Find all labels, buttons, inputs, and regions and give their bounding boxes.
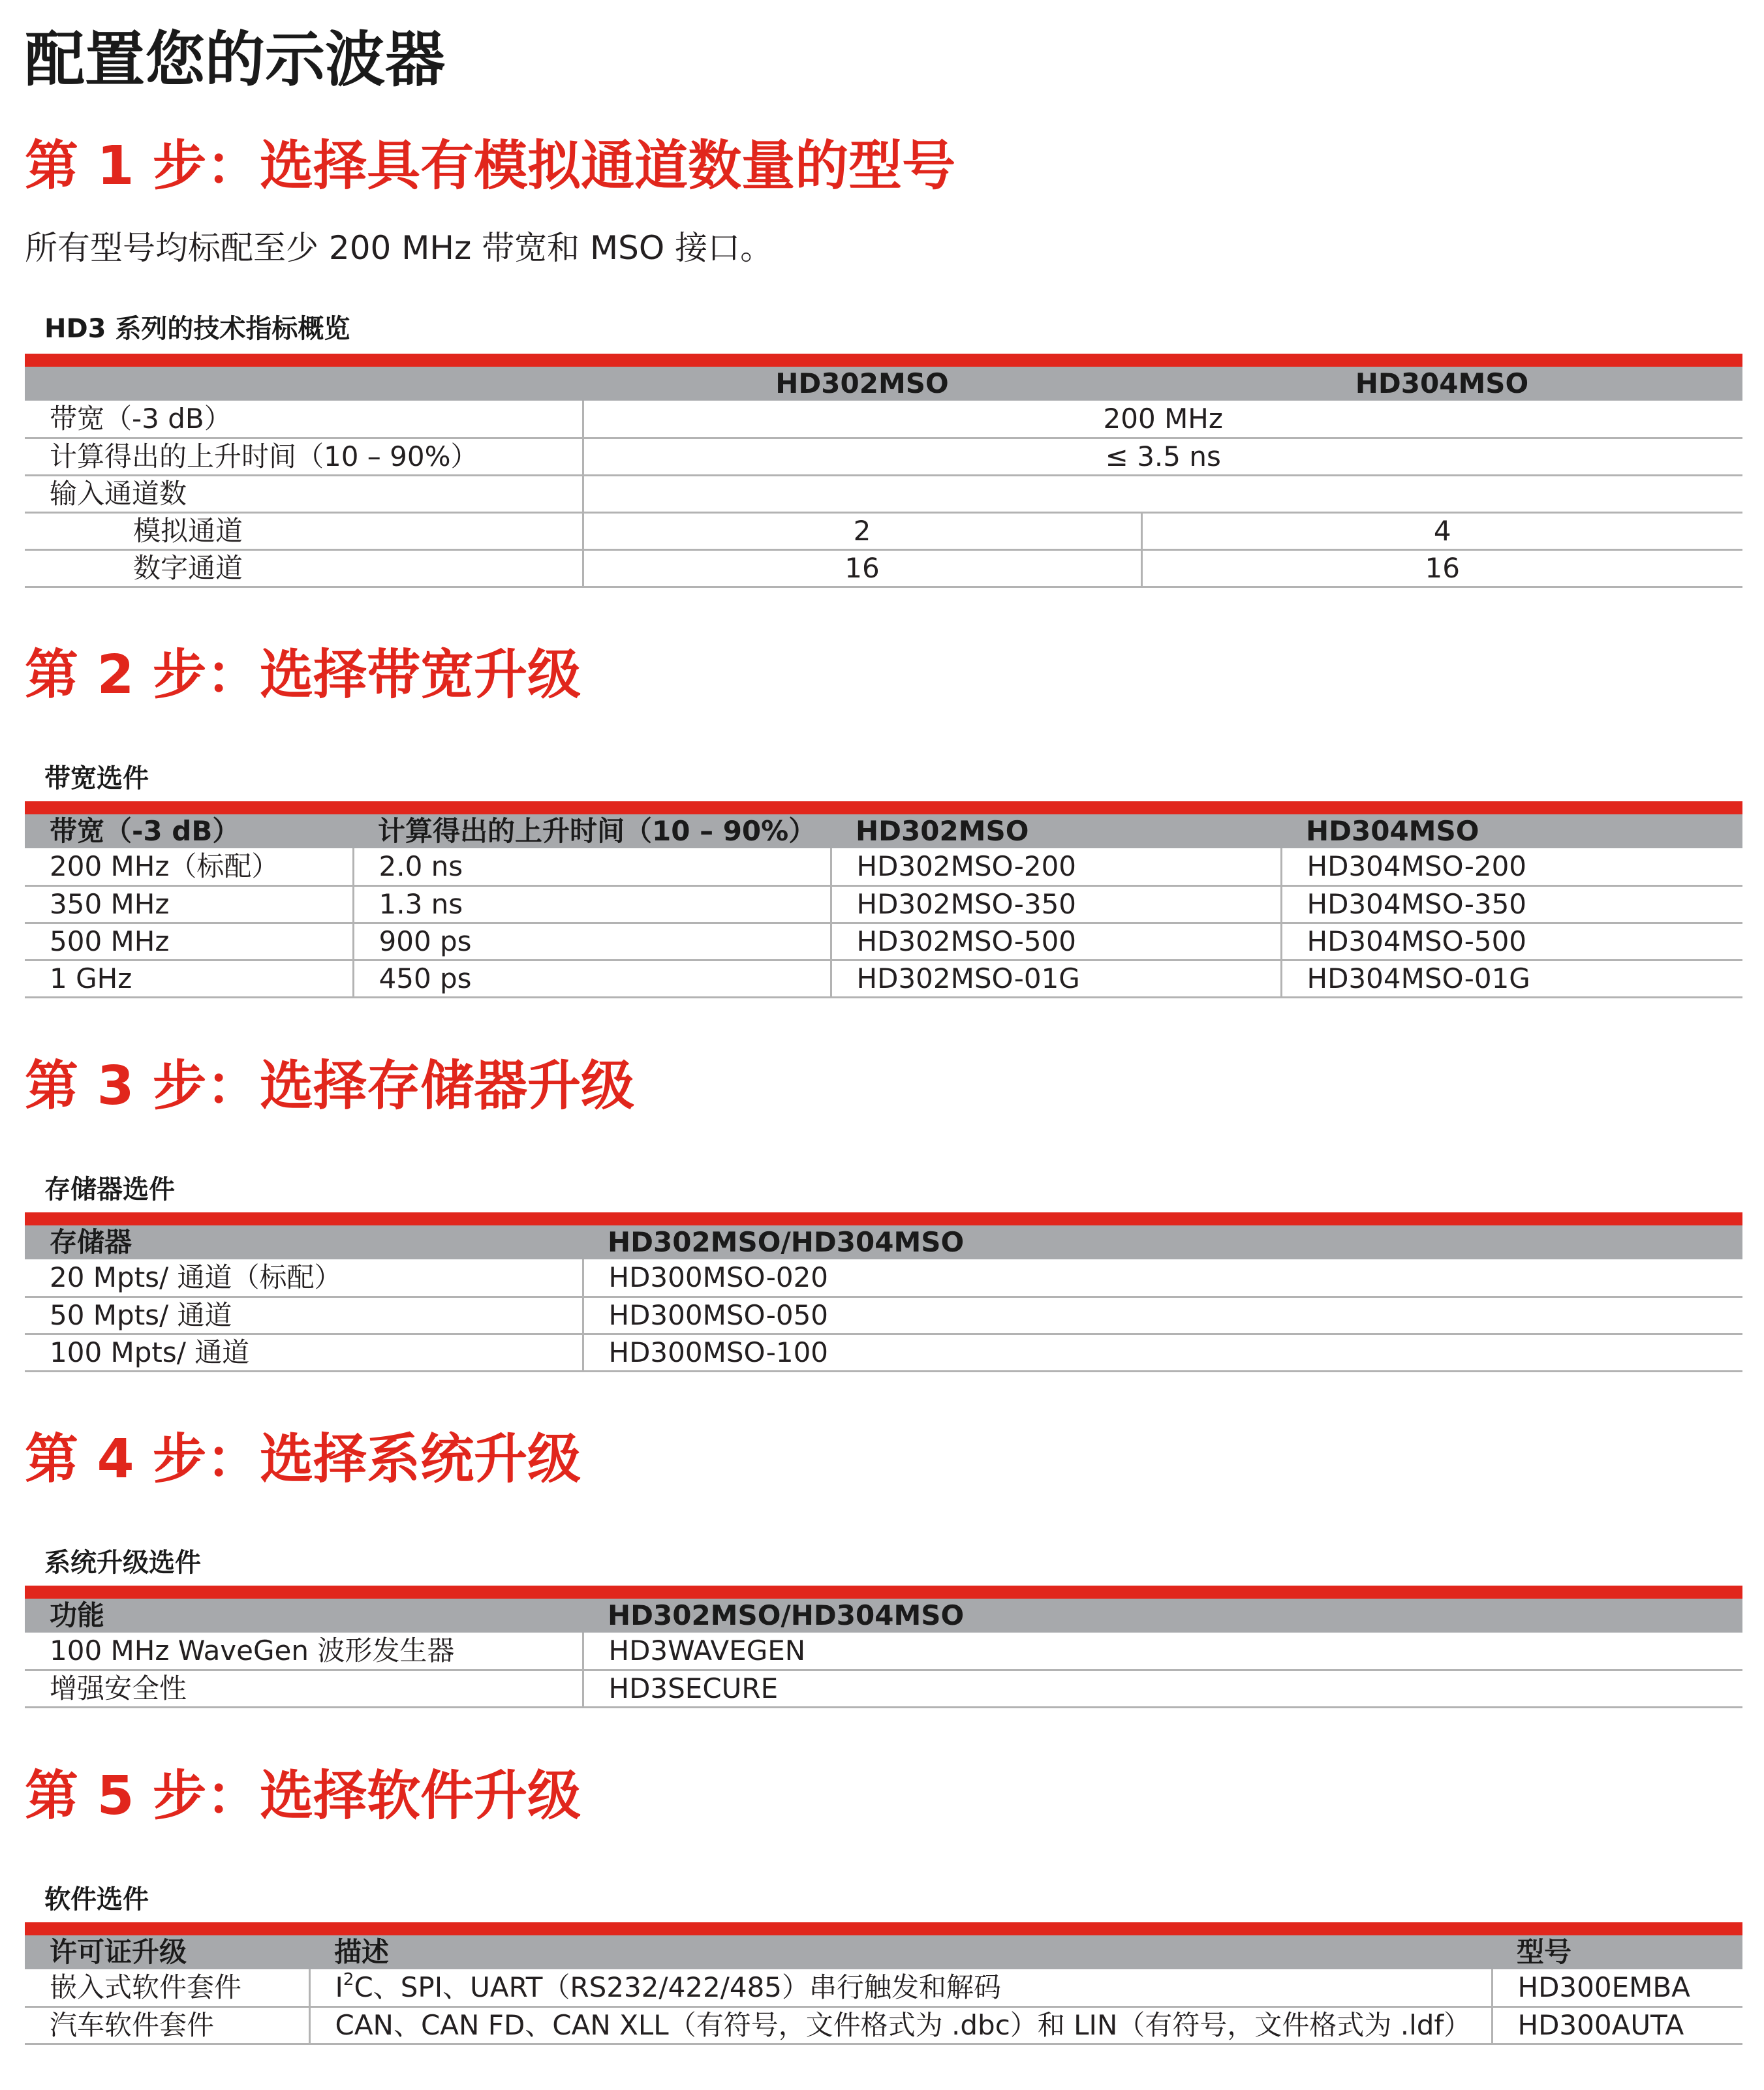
row-value: 200 MHz	[583, 401, 1742, 438]
table-header-cell: HD302MSO	[583, 360, 1141, 401]
table-row	[25, 475, 1742, 512]
row-value: 16	[583, 549, 1141, 587]
step2-heading: 第 2 步：选择带宽升级	[25, 644, 581, 706]
step4-heading: 第 4 步：选择系统升级	[25, 1428, 581, 1490]
row-value: 16	[1141, 549, 1742, 587]
table-cell: 350 MHz	[25, 885, 353, 923]
table-cell: 500 MHz	[25, 923, 353, 960]
table-row	[25, 1297, 1742, 1334]
step1-intro: 所有型号均标配至少 200 MHz 带宽和 MSO 接口。	[25, 229, 773, 267]
step2-table-caption: 带宽选件	[44, 763, 149, 793]
table-cell: 100 MHz WaveGen 波形发生器	[25, 1633, 583, 1670]
desc-rest: C、SPI、UART（RS232/422/485）串行触发和解码	[354, 1971, 1002, 2003]
table-header-row	[25, 1592, 1742, 1633]
table-header-cell: HD302MSO/HD304MSO	[583, 1219, 1742, 1259]
memory-options-table	[25, 1212, 1742, 1372]
table-cell: HD300MSO-020	[583, 1259, 1742, 1297]
table-row	[25, 401, 1742, 438]
table-cell: HD304MSO-01G	[1281, 960, 1742, 997]
table-cell: 900 ps	[353, 923, 831, 960]
step1-heading: 第 1 步：选择具有模拟通道数量的型号	[25, 135, 956, 197]
table-cell: HD304MSO-500	[1281, 923, 1742, 960]
desc-superscript: 2	[343, 1969, 354, 1990]
table-row	[25, 885, 1742, 923]
table-header-cell: 描述	[309, 1929, 1492, 1969]
row-label: 模拟通道	[25, 512, 583, 549]
table-row	[25, 549, 1742, 587]
table-cell: 1.3 ns	[353, 885, 831, 923]
step5-heading: 第 5 步：选择软件升级	[25, 1765, 581, 1827]
description-cell	[309, 1969, 1492, 2006]
table-cell: HD302MSO-200	[831, 848, 1281, 885]
table-cell: HD304MSO-200	[1281, 848, 1742, 885]
step3-heading: 第 3 步：选择存储器升级	[25, 1055, 635, 1117]
bandwidth-options-table	[25, 801, 1742, 998]
row-value: 4	[1141, 512, 1742, 549]
table-row	[25, 1633, 1742, 1670]
step3-table-caption: 存储器选件	[44, 1175, 175, 1205]
system-options-table	[25, 1586, 1742, 1708]
table-cell: HD302MSO-01G	[831, 960, 1281, 997]
table-row	[25, 1334, 1742, 1371]
table-cell: HD302MSO-350	[831, 885, 1281, 923]
table-header-cell: 计算得出的上升时间（10 – 90%）	[353, 808, 831, 848]
step5-table-caption: 软件选件	[44, 1884, 149, 1914]
table-cell: 1 GHz	[25, 960, 353, 997]
table-row	[25, 1670, 1742, 1707]
table-cell: 450 ps	[353, 960, 831, 997]
table-header-cell: HD304MSO	[1141, 360, 1742, 401]
table-cell: 20 Mpts/ 通道（标配）	[25, 1259, 583, 1297]
table-cell: 2.0 ns	[353, 848, 831, 885]
table-header-cell	[25, 360, 583, 401]
table-row	[25, 438, 1742, 475]
row-value: ≤ 3.5 ns	[583, 438, 1742, 475]
table-cell: 50 Mpts/ 通道	[25, 1297, 583, 1334]
table-header-row	[25, 1929, 1742, 1969]
software-options-table	[25, 1922, 1742, 2045]
row-value: 2	[583, 512, 1141, 549]
row-value	[583, 475, 1742, 512]
table-cell: 增强安全性	[25, 1670, 583, 1707]
table-row	[25, 923, 1742, 960]
table-cell: HD300MSO-100	[583, 1334, 1742, 1371]
table-row	[25, 2006, 1742, 2044]
table-header-cell: 型号	[1492, 1929, 1742, 1969]
table-row	[25, 1259, 1742, 1297]
table-row	[25, 512, 1742, 549]
license-cell: 嵌入式软件套件	[25, 1969, 309, 2006]
row-label: 带宽（-3 dB）	[25, 401, 583, 438]
table-row	[25, 848, 1742, 885]
row-label: 计算得出的上升时间（10 – 90%）	[25, 438, 583, 475]
row-label: 数字通道	[25, 549, 583, 587]
page-title: 配置您的示波器	[25, 25, 446, 95]
table-header-row	[25, 1219, 1742, 1259]
table-cell: HD3SECURE	[583, 1670, 1742, 1707]
table-header-row	[25, 808, 1742, 848]
table-header-cell: HD304MSO	[1281, 808, 1742, 848]
model-cell: HD300EMBA	[1492, 1969, 1742, 2006]
table-header-cell: 带宽（-3 dB）	[25, 808, 353, 848]
table-header-cell: 功能	[25, 1592, 583, 1633]
table-cell: HD302MSO-500	[831, 923, 1281, 960]
table-cell: HD304MSO-350	[1281, 885, 1742, 923]
table-cell: HD3WAVEGEN	[583, 1633, 1742, 1670]
table-cell: 200 MHz（标配）	[25, 848, 353, 885]
table-header-row	[25, 360, 1742, 401]
description-cell: CAN、CAN FD、CAN XLL（有符号，文件格式为 .dbc）和 LIN（有符号，文件格式为 .ldf）	[309, 2006, 1492, 2044]
step4-table-caption: 系统升级选件	[44, 1548, 201, 1578]
step1-table-caption: HD3 系列的技术指标概览	[44, 314, 350, 344]
spec-overview-table	[25, 354, 1742, 588]
row-label: 输入通道数	[25, 475, 583, 512]
table-cell: HD300MSO-050	[583, 1297, 1742, 1334]
desc-prefix: I	[335, 1971, 343, 2003]
table-header-cell: 许可证升级	[25, 1929, 309, 1969]
table-cell: 100 Mpts/ 通道	[25, 1334, 583, 1371]
table-row	[25, 1969, 1742, 2006]
table-header-cell: 存储器	[25, 1219, 583, 1259]
model-cell: HD300AUTA	[1492, 2006, 1742, 2044]
table-header-cell: HD302MSO	[831, 808, 1281, 848]
table-row	[25, 960, 1742, 997]
table-header-cell: HD302MSO/HD304MSO	[583, 1592, 1742, 1633]
license-cell: 汽车软件套件	[25, 2006, 309, 2044]
